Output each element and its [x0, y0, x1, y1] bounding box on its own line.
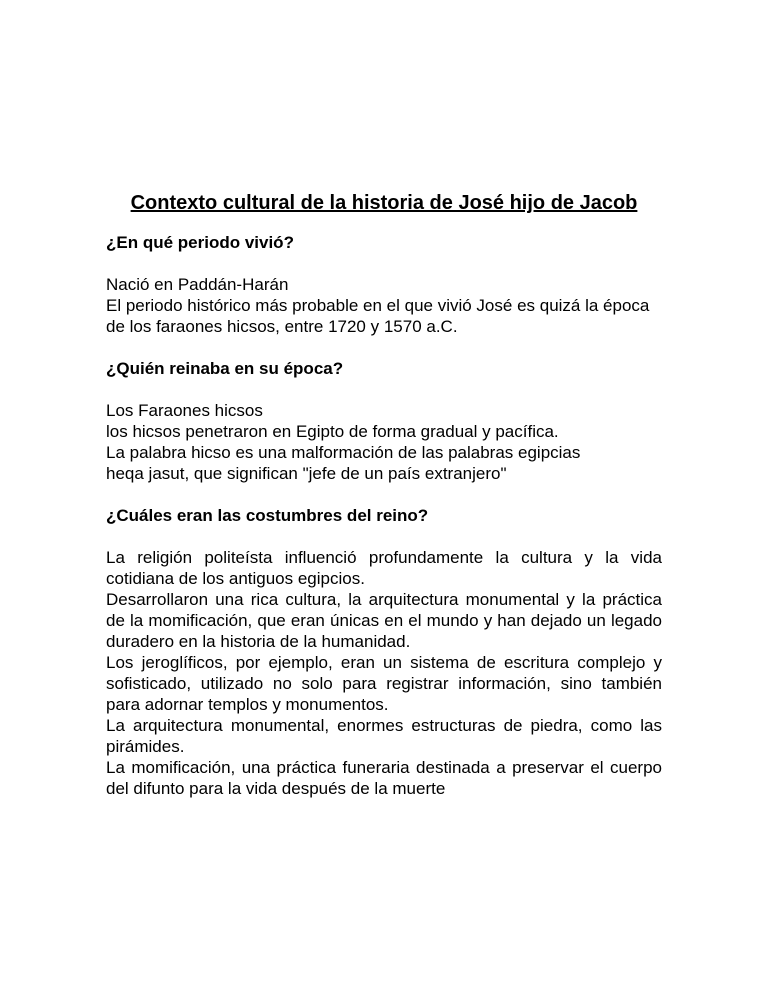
section-heading-periodo: ¿En qué periodo vivió? [106, 233, 294, 252]
body-line: sofisticado, utilizado no solo para registrar información, sino también [106, 674, 662, 693]
body-line: La religión politeísta influenció profundamente la cultura y la vida [106, 548, 662, 567]
section-body-costumbres [106, 547, 662, 799]
body-line: pirámides. [106, 737, 185, 756]
section-body-reinaba [106, 400, 662, 484]
document-title: Contexto cultural de la historia de José hijo de Jacob [130, 192, 638, 214]
body-line: Desarrollaron una rica cultura, la arquitectura monumental y la práctica [106, 590, 662, 609]
body-line: El periodo histórico más probable en el que vivió José es quizá la época [106, 296, 650, 315]
body-line: Nació en Paddán-Harán [106, 275, 289, 294]
section-heading-costumbres: ¿Cuáles eran las costumbres del reino? [106, 506, 429, 525]
body-line: Los Faraones hicsos [106, 401, 263, 420]
body-line: duradero en la historia de la humanidad. [106, 632, 411, 651]
body-line: La palabra hicso es una malformación de las palabras egipcias [106, 443, 581, 462]
section-heading-reinaba: ¿Quién reinaba en su época? [106, 359, 344, 378]
body-line: cotidiana de los antiguos egipcios. [106, 569, 365, 588]
document-page [106, 190, 662, 820]
section-body-periodo [106, 274, 662, 337]
body-line: del difunto para la vida después de la muerte [106, 779, 446, 798]
body-line: los hicsos penetraron en Egipto de forma gradual y pacífica. [106, 422, 559, 441]
body-line: de los faraones hicsos, entre 1720 y 1570 a.C. [106, 317, 458, 336]
body-line: heqa jasut, que significan "jefe de un país extranjero" [106, 464, 507, 483]
body-line: La momificación, una práctica funeraria destinada a preservar el cuerpo [106, 758, 662, 777]
body-line: La arquitectura monumental, enormes estructuras de piedra, como las [106, 716, 662, 735]
body-line: Los jeroglíficos, por ejemplo, eran un sistema de escritura complejo y [106, 653, 662, 672]
body-line: de la momificación, que eran únicas en el mundo y han dejado un legado [106, 611, 662, 630]
body-line: para adornar templos y monumentos. [106, 695, 389, 714]
